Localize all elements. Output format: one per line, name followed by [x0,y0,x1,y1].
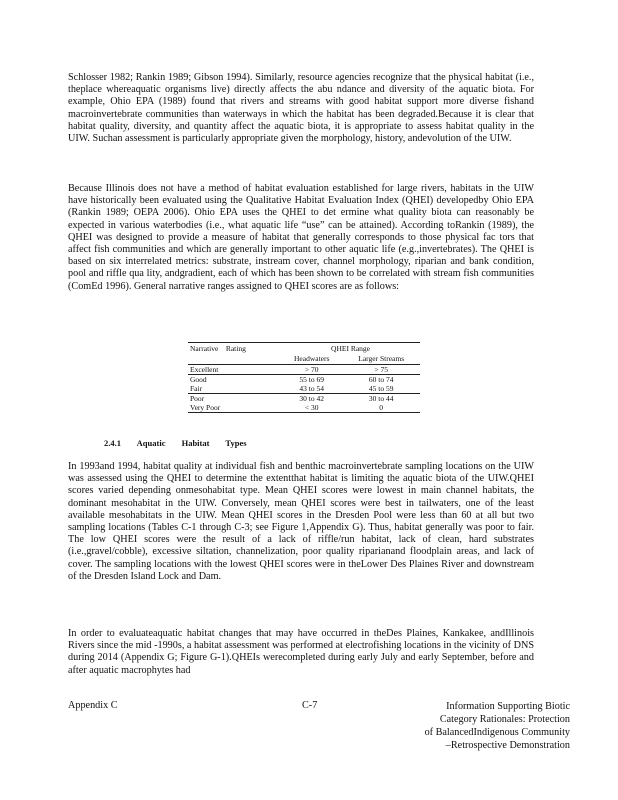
footer-title-line: Information Supporting Biotic [446,701,570,712]
table-row [188,403,420,413]
paragraph-qhei-method: Because Illinois does not have a method of habitat evaluation established for large rivers, habitats in the UIW have historically been evaluated using the Qualitative Habitat Evaluation Index (QHEI) developedby Ohio EPA (Rankin 1989; OEPA 2006). Ohio EPA uses the QHEI to det ermine what quality biota can reasonably be expected in various waterbodies (i.e., what aquatic life “use” can be attained). According toRankin (1989), the QHEI was designed to provide a measure of habitat that generally corresponds to those physical fac tors that affect fish communities and which are generally important to other aquatic life (e.g.,invertebrates). The QHEI is based on six interrelated metrics: substrate, instream cover, channel morphology, riparian and bank condition, pool and riffle qua lity, andgradient, each of which has been shown to be correlated with stream fish communities (ComEd 1996). General narrative ranges assigned to QHEI scores are as follows: [68,183,534,292]
table-cell-larger: 0 [342,403,420,413]
table-cell-headwaters: > 70 [281,365,342,375]
paragraph-habitat-assessment: In order to evaluateaquatic habitat changes that may have occurred in theDes Plaines, Kankakee, andIllinois Rivers since the mid -1990s, a habitat assessment was performed at electrofishing locations in the vicinity of DNS during 2014 (Appendix G; Figure G-1).QHEIs werecompleted during early July and early September, before and after aquatic macrophytes had [68,628,534,676]
table-cell-rating: Very Poor [188,403,281,413]
table-row [188,394,420,404]
footer-document-title [380,700,570,752]
table-cell-rating: Good [188,375,281,385]
table-cell-larger: > 75 [342,365,420,375]
table-row [188,384,420,394]
table-header-larger-streams: Larger Streams [358,354,405,363]
table-cell-larger: 45 to 59 [368,384,394,393]
table-cell-rating: Poor [188,394,281,404]
footer-appendix-label: Appendix C [68,700,118,711]
paragraph-habitat-results: In 1993and 1994, habitat quality at individual fish and benthic macroinvertebrate sampling locations on the UIW was assessed using the QHEI to determine the extentthat habitat is limiting the aquatic biota of the UIW.QHEI scores varied depending onmesohabitat type. Mean QHEI scores were lowest in main channel habitats, the dominant mesohabitat in the UIW. Conversely, mean QHEI scores were best in tailwaters, one of the least available mesohabitats in the UIW. Mean QHEI scores in the Dresden Pool were less than 60 at all but two sampling locations (Tables C-1 through C-3; see Figure 1,Appendix G). Thus, habitat generally was poor to fair. The low QHEI scores were the result of a lack of riffle/run habitat, lack of clean, hard substrates (i.e.,gravel/cobble), excessive siltation, channelization, poor quality riparianand floodplain areas, and lack of cover. The sampling locations with the lowest QHEI scores were in theLower Des Plaines River and downstream of the Dresden Island Lock and Dam. [68,461,534,582]
section-title: Aquatic Habitat Types [136,438,247,448]
footer-title-line: Category Rationales: Protection [439,714,570,725]
table-cell-headwaters: < 30 [281,403,342,413]
table-row [188,365,420,375]
table-cell-headwaters: 30 to 42 [281,394,342,404]
paragraph-habitat-importance: Schlosser 1982; Rankin 1989; Gibson 1994). Similarly, resource agencies recognize that the physical habitat (i.e., theplace whereaquatic organisms live) directly affects the abu ndance and diversity of the aquatic biota. For example, Ohio EPA (1989) found that rivers and streams with good habitat support more diverse fishand macroinvertebrate communities than waterways in which the habitat has been degraded.Because it is clear that habitat quality, diversity, and quantity affect the aquatic biota, it is appropriate to assess habitat quality in the UIW. Suchan assessment is particularly appropriate given the morphology, history, andevolution of the UIW. [68,72,534,145]
footer-page-number: C-7 [302,700,318,711]
table-cell-rating: Excellent [188,365,281,375]
table-header-narrative: Narrative Rating [188,343,281,354]
footer-title-line: –Retrospective Demonstration [445,740,570,751]
table-cell-headwaters: 55 to 69 [281,375,342,385]
table-header-rating: Rating [225,343,246,353]
qhei-range-table [188,342,420,413]
table-header-headwaters: Headwaters [294,354,330,363]
table-cell-larger: 30 to 44 [342,394,420,404]
table-row [188,375,420,385]
section-number: 2.4.1 [104,438,121,448]
table-cell-rating: Fair [190,384,203,393]
table-header-qhei-range: QHEI Range [281,343,420,354]
table-cell-headwaters: 43 to 54 [299,384,324,393]
section-heading [104,438,247,448]
footer-title-line: of BalancedIndigenous Community [424,727,570,738]
table-cell-larger: 60 to 74 [342,375,420,385]
